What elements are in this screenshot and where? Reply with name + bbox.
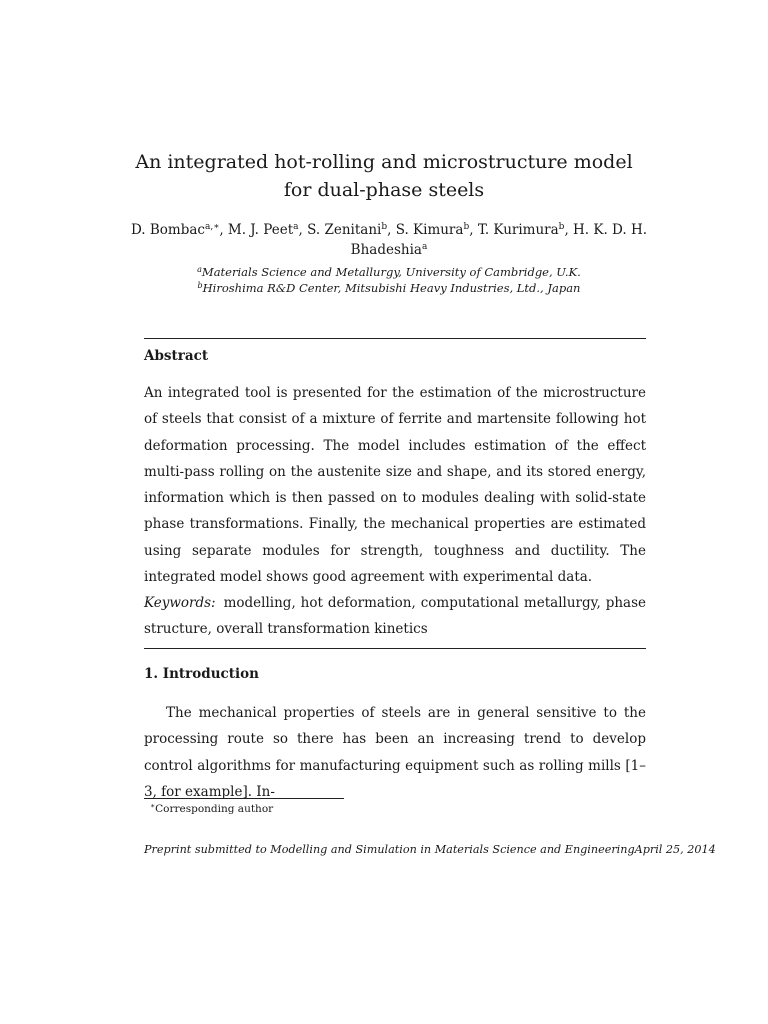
author-affiliation-mark: a (293, 222, 299, 232)
author-list: D. Bombac$^{a,∗}$, M. J. Peet$^a$, S. Zenitani$^b$, S. Kimura$^b$, T. Kurimura$^b$, H. K. D. H. Bhadeshia$^a$ (130, 222, 648, 258)
introduction-heading: 1. Introduction (144, 666, 259, 682)
affiliation-item (130, 280, 648, 296)
author-affiliation-mark: b (463, 222, 470, 232)
affiliation-mark: b (197, 281, 203, 290)
abstract-heading: Abstract (144, 348, 209, 364)
paper-title: An integrated hot-rolling and microstructure model for dual-phase steels (135, 151, 633, 201)
author-affiliation-mark: a,∗ (204, 222, 220, 232)
author-affiliation-mark: b (381, 222, 388, 232)
introduction-text: The mechanical properties of steels are in general sensitive to the processing route so there has been an increasing trend to develop control algorithms for manufacturing equipment such as rolling mills [1–3, for example]. In- (144, 705, 646, 800)
footnote-rule (144, 798, 344, 799)
affiliation-text: Materials Science and Metallurgy, University of Cambridge, U.K. (201, 265, 581, 279)
abstract-top-rule (144, 338, 646, 339)
author-name: H. K. D. H. Bhadeshia (350, 222, 648, 258)
author-affiliation-mark: b (558, 222, 565, 232)
footnote (150, 802, 273, 816)
abstract-text: An integrated tool is presented for the estimation of the microstructure of steels that consist of a mixture of ferrite and martensite following hot deformation processing. The model includes estimation of the effect multi-pass rolling on the austenite size and shape, and its stored energy, information which is then passed on to modules dealing with solid-state phase transformations. Finally, the mechanical properties are estimated using separate modules for strength, toughness and ductility. The integrated model shows good agreement with experimental data. (144, 385, 646, 586)
keywords (144, 590, 646, 643)
footnote-text: Corresponding author (155, 803, 274, 815)
keywords-text: modelling, hot deformation, computational metallurgy, phase structure, overall transformation kinetics (144, 595, 646, 638)
author-name: S. Zenitani (307, 222, 382, 238)
affiliation-item (130, 264, 648, 280)
affiliation-text: Hiroshima R&D Center, Mitsubishi Heavy Industries, Ltd., Japan (202, 281, 581, 295)
author-name: D. Bombac (130, 222, 205, 238)
author-affiliation-mark: a (421, 242, 428, 252)
author-name: M. J. Peet (227, 222, 294, 238)
abstract-bottom-rule (144, 648, 646, 649)
footnote-mark: ∗ (150, 801, 156, 810)
affiliation-list (130, 264, 648, 296)
affiliation-mark: a (197, 265, 202, 274)
preprint-footer: Preprint submitted to Modelling and Simulation in Materials Science and EngineeringApril 25, 2014 (144, 843, 716, 856)
keywords-label: Keywords: (144, 595, 216, 611)
author-name: S. Kimura (395, 222, 464, 238)
author-name: T. Kurimura (477, 222, 559, 238)
